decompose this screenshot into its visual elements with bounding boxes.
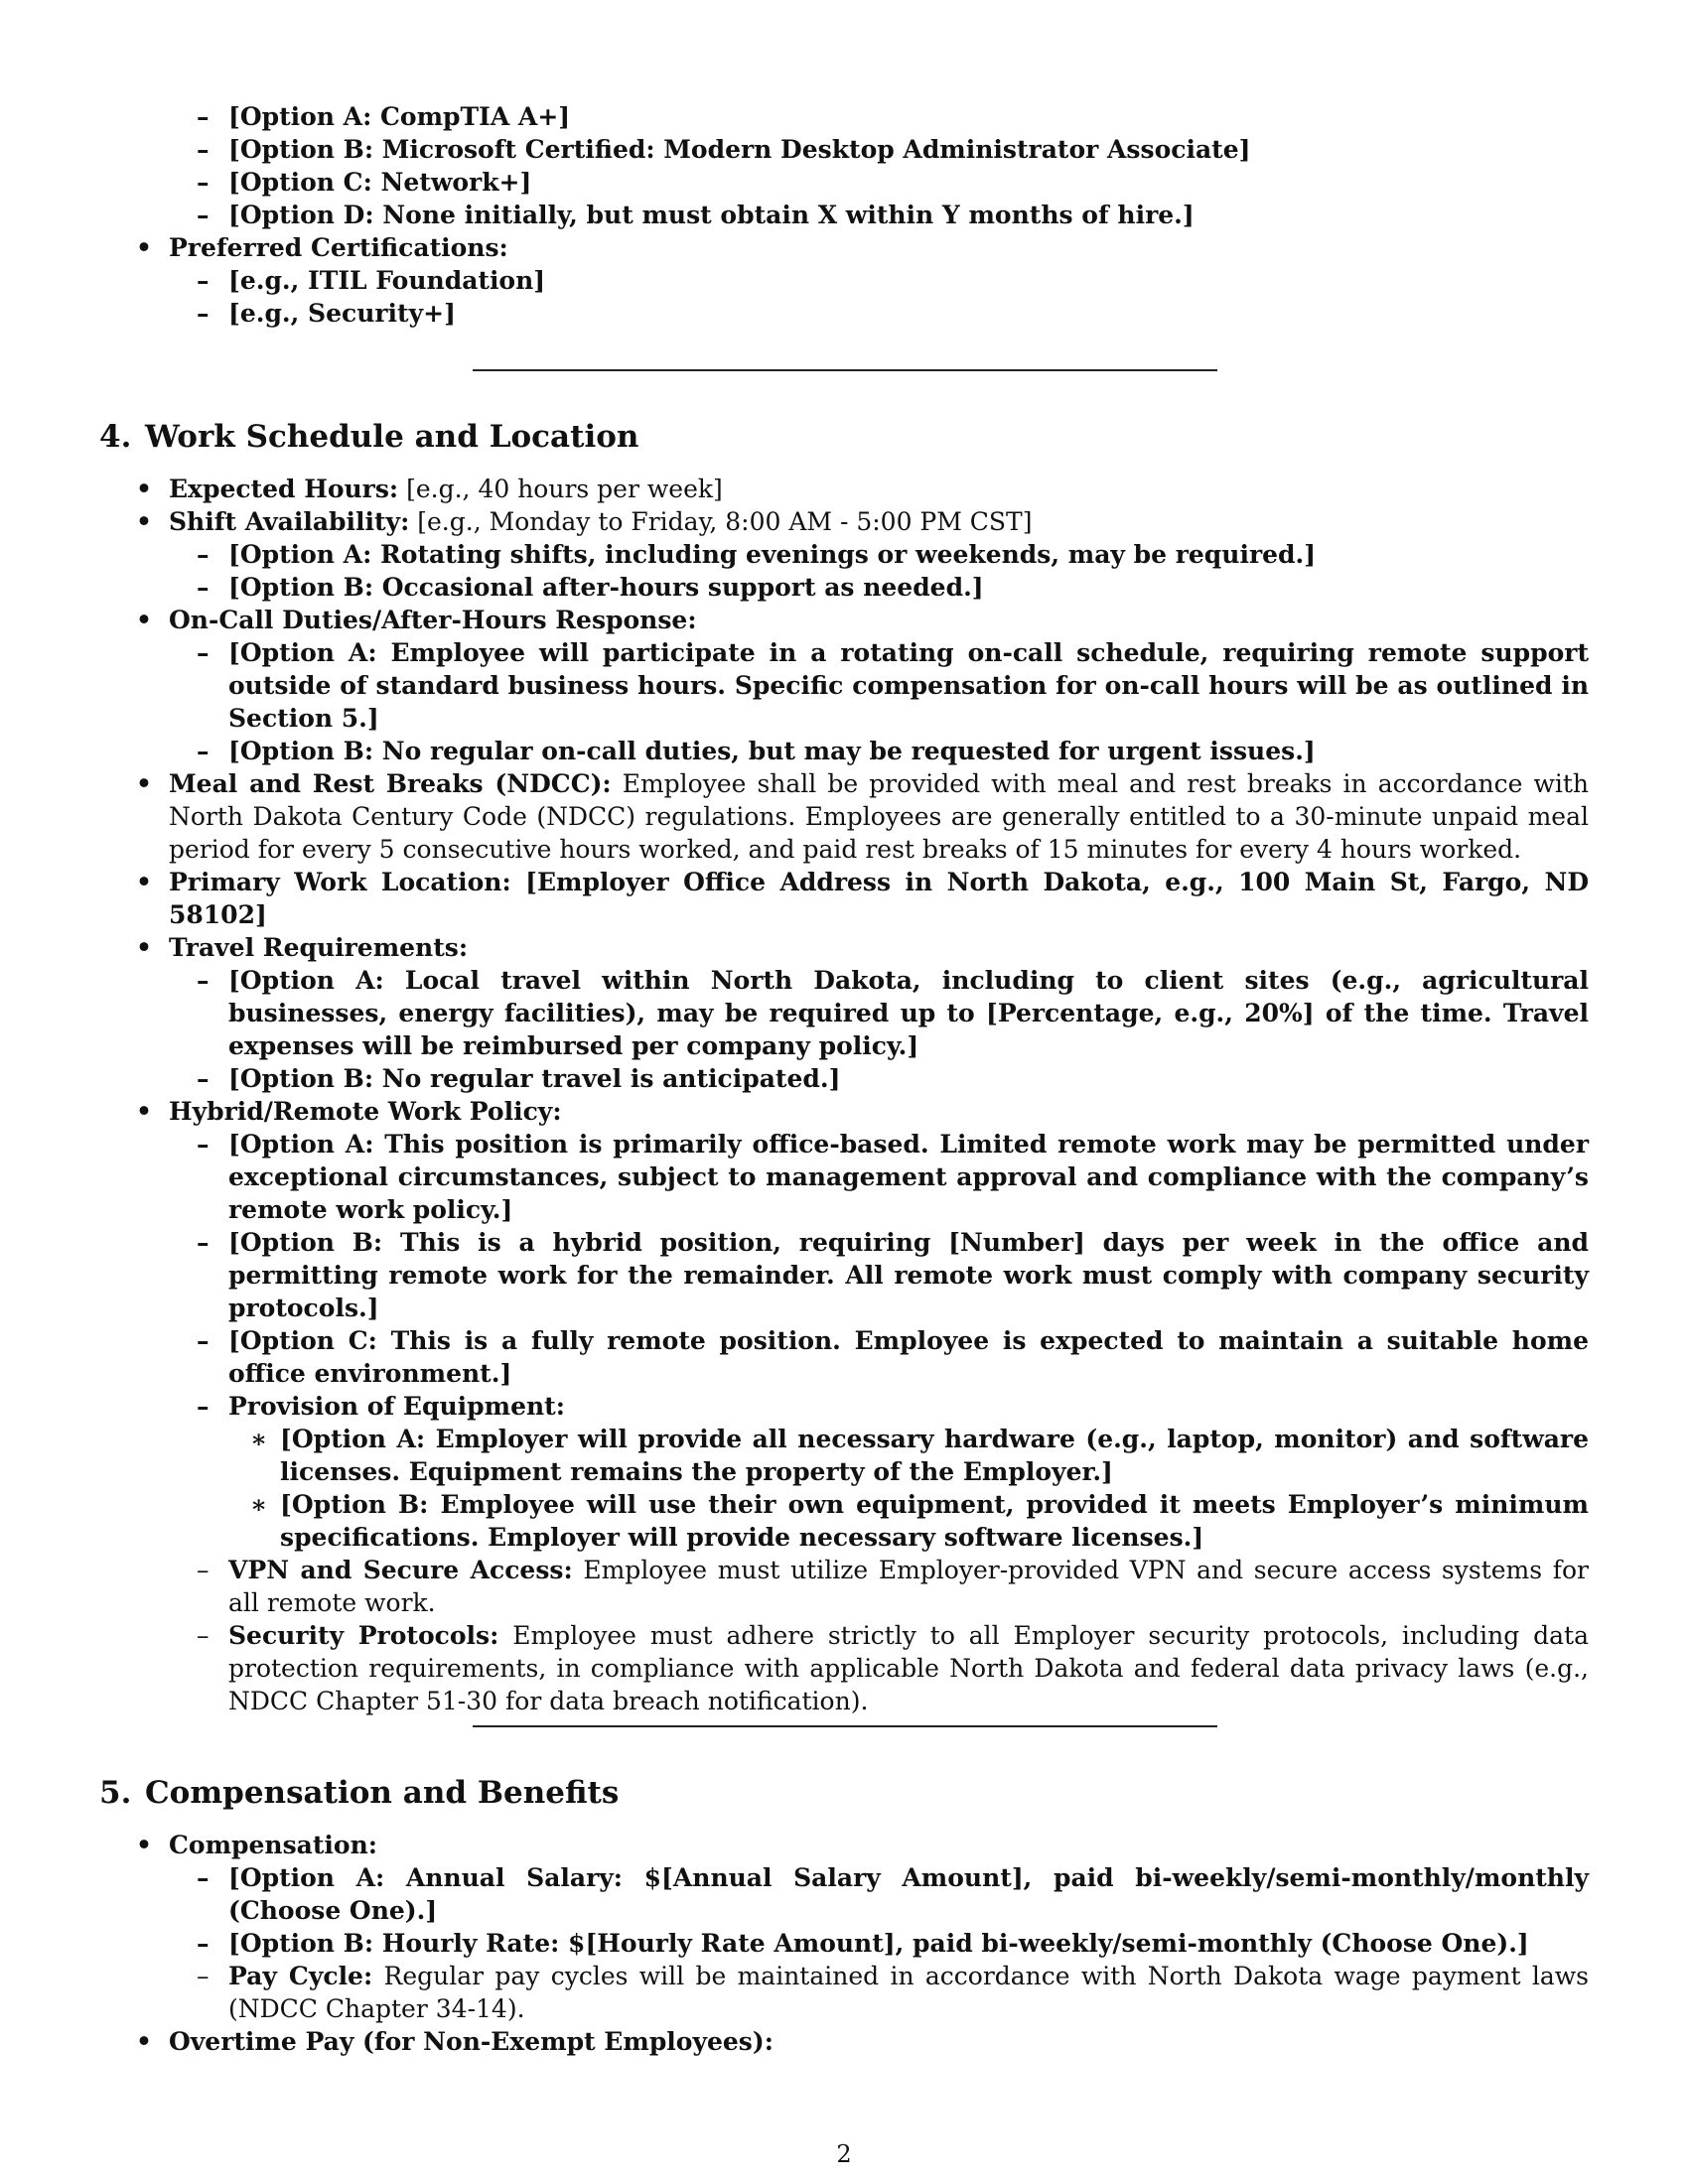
- preferred-certifications-label: • Preferred Certifications:: [0, 231, 1688, 264]
- shift-options: [0, 538, 1688, 604]
- list-item: – [Option C: This is a fully remote position. Employee is expected to maintain a suitable home office environment.]: [0, 1324, 1688, 1390]
- oncall-label: • On-Call Duties/After-Hours Response:: [0, 604, 1688, 636]
- list-item: – [Option B: No regular on-call duties, but may be requested for urgent issues.]: [0, 735, 1688, 767]
- list-item: [0, 505, 1688, 538]
- location-label: Primary Work Location:: [169, 868, 511, 896]
- list-item: ∗ [Option A: Employer will provide all necessary hardware (e.g., laptop, monitor) and software licenses. Equipment remains the property of the Employer.]: [0, 1423, 1688, 1488]
- list-item: – [Option A: This position is primarily office-based. Limited remote work may be permitted under exceptional circumstances, subject to management approval and compliance with the company’s remote work policy.]: [0, 1128, 1688, 1226]
- list-item: [0, 866, 1688, 931]
- expected-hours-value: [e.g., 40 hours per week]: [398, 475, 723, 503]
- security-label: Security Protocols:: [228, 1621, 499, 1650]
- list-item: – [Option A: Local travel within North Dakota, including to client sites (e.g., agricultural businesses, energy facilities), may be required up to [Percentage, e.g., 20%] of the time. Travel expenses will be reimbursed per company policy.]: [0, 964, 1688, 1062]
- page-number: 2: [836, 2140, 852, 2168]
- list-item: [0, 473, 1688, 505]
- list-item: – [Option B: Hourly Rate: $[Hourly Rate Amount], paid bi-weekly/semi-monthly (Choose One).]: [0, 1927, 1688, 1960]
- hybrid-options: [0, 1128, 1688, 1423]
- list-item: – [Option B: No regular travel is anticipated.]: [0, 1062, 1688, 1095]
- list-item: – [Option B: Microsoft Certified: Modern Desktop Administrator Associate]: [0, 133, 1688, 166]
- section-divider: [473, 369, 1217, 371]
- compensation-group: [0, 1829, 1688, 1861]
- section-title: Compensation and Benefits: [145, 1775, 620, 1811]
- vpn-label: VPN and Secure Access:: [228, 1556, 573, 1584]
- section-4-list: [0, 473, 1688, 538]
- section-divider: [473, 1725, 1217, 1727]
- list-item: [0, 1619, 1688, 1717]
- list-item: – [Option B: Occasional after-hours support as needed.]: [0, 571, 1688, 604]
- paycycle-text: Regular pay cycles will be maintained in accordance with North Dakota wage payment laws (NDCC Chapter 34-14).: [228, 1962, 1589, 2023]
- meal-text: Employee shall be provided with meal and rest breaks in accordance with North Dakota Century Code (NDCC) regulations. Employees are generally entitled to a 30-minute unpaid meal period for every 5 consecutive hours worked, and paid rest breaks of 15 minutes for every 4 hours worked.: [169, 769, 1589, 864]
- oncall-group: [0, 604, 1688, 636]
- meal-label: Meal and Rest Breaks (NDCC):: [169, 769, 612, 798]
- vpn-text: Employee must utilize Employer-provided VPN and secure access systems for all remote work.: [228, 1556, 1589, 1617]
- required-cert-options: [0, 100, 1688, 231]
- compensation-label: • Compensation:: [0, 1829, 1688, 1861]
- location-value: [Employer Office Address in North Dakota, e.g., 100 Main St, Fargo, ND 58102]: [169, 868, 1590, 929]
- preferred-cert-items: [0, 264, 1688, 330]
- section-5-body: [0, 1829, 1688, 2058]
- oncall-options: [0, 636, 1688, 767]
- list-item: – [e.g., Security+]: [0, 297, 1688, 330]
- shift-value: [e.g., Monday to Friday, 8:00 AM - 5:00 PM CST]: [409, 507, 1033, 536]
- travel-label: • Travel Requirements:: [0, 931, 1688, 964]
- compensation-options: [0, 1861, 1688, 2025]
- hybrid-label: • Hybrid/Remote Work Policy:: [0, 1095, 1688, 1128]
- section-title: Work Schedule and Location: [145, 419, 639, 455]
- shift-label: Shift Availability:: [169, 507, 410, 536]
- meal-group: [0, 767, 1688, 964]
- list-item: – [Option A: Annual Salary: $[Annual Salary Amount], paid bi-weekly/semi-monthly/monthly (Choose One).]: [0, 1861, 1688, 1927]
- list-item: [0, 1554, 1688, 1619]
- list-item: ∗ [Option B: Employee will use their own equipment, provided it meets Employer’s minimum specifications. Employer will provide necessary software licenses.]: [0, 1488, 1688, 1554]
- section-5-heading: [99, 1775, 619, 1811]
- paycycle-label: Pay Cycle:: [228, 1962, 373, 1990]
- equipment-label: – Provision of Equipment:: [0, 1390, 1688, 1423]
- list-item: [0, 1960, 1688, 2025]
- section-number: 4.: [99, 419, 132, 455]
- security-text: Employee must adhere strictly to all Employer security protocols, including data protection requirements, in compliance with applicable North Dakota and federal data privacy laws (e.g., NDCC Chapter 51-30 for data breach notification).: [228, 1621, 1589, 1715]
- section-4-heading: [99, 419, 638, 455]
- overtime-group: [0, 2025, 1688, 2058]
- list-item: [0, 767, 1688, 866]
- list-item: – [e.g., ITIL Foundation]: [0, 264, 1688, 297]
- certifications-continuation: [0, 100, 1688, 330]
- hybrid-group: [0, 1095, 1688, 1128]
- expected-hours-label: Expected Hours:: [169, 475, 399, 503]
- equipment-options: [0, 1423, 1688, 1554]
- list-item: – [Option A: Rotating shifts, including evenings or weekends, may be required.]: [0, 538, 1688, 571]
- preferred-certifications: [0, 231, 1688, 264]
- list-item: – [Option C: Network+]: [0, 166, 1688, 199]
- section-number: 5.: [99, 1775, 132, 1811]
- travel-options: [0, 964, 1688, 1095]
- overtime-label: • Overtime Pay (for Non-Exempt Employees):: [0, 2025, 1688, 2058]
- list-item: – [Option A: CompTIA A+]: [0, 100, 1688, 133]
- list-item: – [Option A: Employee will participate in a rotating on-call schedule, requiring remote support outside of standard business hours. Specific compensation for on-call hours will be as outlined in Section 5.]: [0, 636, 1688, 735]
- list-item: – [Option B: This is a hybrid position, requiring [Number] days per week in the office and permitting remote work for the remainder. All remote work must comply with company security protocols.]: [0, 1226, 1688, 1324]
- list-item: – [Option D: None initially, but must obtain X within Y months of hire.]: [0, 199, 1688, 231]
- section-4-body: [0, 473, 1688, 1717]
- security-items: [0, 1554, 1688, 1717]
